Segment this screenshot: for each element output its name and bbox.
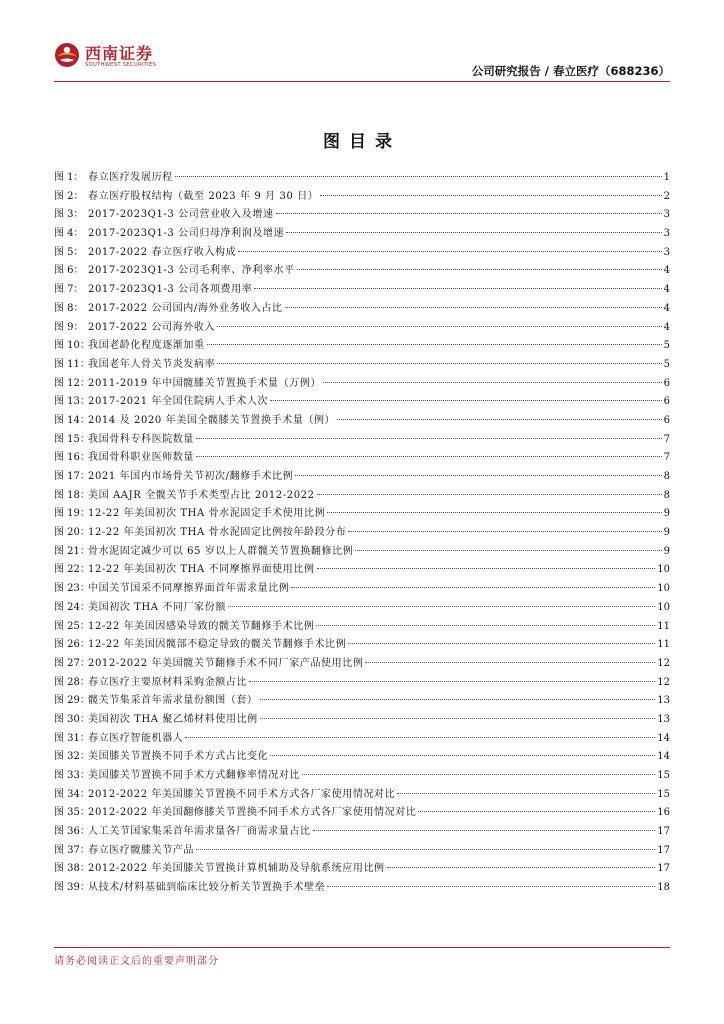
- toc-entry-page: 11: [657, 620, 670, 632]
- toc-entry-leader: [270, 755, 655, 756]
- toc-entry[interactable]: [54, 729, 670, 748]
- toc-entry-leader: [260, 718, 655, 719]
- toc-entry[interactable]: [54, 654, 670, 673]
- toc-entry-title: 美国膝关节置换不同手术方式占比变化: [88, 751, 269, 763]
- toc-entry-title: 2017-2023Q1-3 公司营业收入及增速: [88, 209, 274, 221]
- toc-entry-leader: [295, 475, 661, 476]
- footer-disclaimer: 请务必阅读正文后的重要声明部分: [54, 956, 219, 967]
- logo-name-en: SOUTHWEST SECURITIES: [85, 62, 157, 68]
- toc-entry-title: 春立医疗主要原材料采购金额占比: [88, 676, 247, 688]
- toc-entry-label: 图 6：: [54, 265, 84, 277]
- toc-entry-leader: [217, 326, 662, 327]
- toc-entry-leader: [327, 512, 661, 513]
- toc-entry-page: 15: [657, 788, 670, 800]
- toc-entry-leader: [185, 737, 655, 738]
- toc-entry-title: 2017-2021 年全国住院病人手术人次: [88, 396, 269, 408]
- toc-entry-label: 图 25：: [54, 620, 90, 632]
- toc-entry-title: 骨水泥固定减少可以 65 岁以上人群髋关节置换翻修比例: [88, 545, 354, 557]
- toc-entry-label: 图 38：: [54, 863, 90, 875]
- toc-entry[interactable]: [54, 318, 670, 337]
- toc-entry-label: 图 31：: [54, 732, 90, 744]
- toc-entry-label: 图 5：: [54, 246, 84, 258]
- toc-entry-title: 我国骨科职业医师数量: [88, 452, 194, 464]
- toc-entry[interactable]: [54, 261, 670, 280]
- toc-entry[interactable]: [54, 448, 670, 467]
- toc-entry-label: 图 33：: [54, 770, 90, 781]
- toc-entry-page: 17: [657, 844, 670, 856]
- toc-entry[interactable]: [54, 542, 670, 561]
- toc-entry-page: 6: [663, 396, 670, 408]
- toc-entry-label: 图 29：: [54, 695, 90, 707]
- toc-entry[interactable]: [54, 392, 670, 411]
- toc-entry-leader: [320, 195, 661, 196]
- toc-entry-page: 4: [663, 321, 670, 333]
- toc-entry[interactable]: [54, 224, 670, 243]
- toc-entry-page: 3: [663, 246, 670, 258]
- toc-entry-label: 图 19：: [54, 508, 90, 520]
- toc-entry-label: 图 14：: [54, 414, 90, 426]
- toc-entry-leader: [313, 830, 656, 831]
- toc-entry-leader: [327, 886, 655, 887]
- toc-entry[interactable]: [54, 187, 670, 206]
- toc-entry-leader: [196, 456, 662, 457]
- toc-title: 图目录: [323, 132, 401, 152]
- toc-entry-leader: [228, 606, 655, 607]
- toc-entry-page: 14: [657, 751, 670, 763]
- toc-entry-label: 图 36：: [54, 826, 90, 838]
- report-header-title: 公司研究报告 / 春立医疗（688236）: [471, 64, 670, 78]
- toc-entry-page: 9: [663, 545, 670, 557]
- toc-entry-leader: [316, 625, 655, 626]
- toc-entry-leader: [260, 699, 656, 700]
- toc-entry-page: 6: [663, 414, 670, 426]
- toc-entry-title: 2014 及 2020 年美国全髋膝关节置换手术量（例）: [88, 414, 336, 426]
- toc-entry-label: 图 22：: [54, 564, 90, 576]
- toc-entry-leader: [317, 494, 662, 495]
- toc-entry-leader: [286, 232, 661, 233]
- toc-entry[interactable]: [54, 168, 670, 187]
- toc-entry-title: 2017-2023Q1-3 公司各项费用率: [88, 284, 253, 296]
- toc-entry-leader: [317, 568, 656, 569]
- toc-entry[interactable]: [54, 710, 670, 729]
- toc-entry-title: 美国膝关节置换不同手术方式翻修率情况对比: [88, 770, 300, 781]
- toc-entry[interactable]: [54, 747, 670, 766]
- company-logo-icon: [54, 42, 80, 68]
- toc-entry-title: 2011-2019 年中国髋膝关节置换手术量（万例）: [88, 377, 322, 389]
- toc-entry-page: 13: [657, 695, 670, 707]
- toc-entry-leader: [291, 587, 655, 588]
- toc-entry[interactable]: [54, 374, 670, 393]
- toc-entry-label: 图 35：: [54, 807, 90, 819]
- toc-entry-title: 2017-2023Q1-3 公司归母净利润及增速: [88, 228, 285, 240]
- toc-entry[interactable]: [54, 523, 670, 542]
- toc-entry-title: 我国老龄化程度逐渐加重: [88, 340, 205, 352]
- toc-entry-label: 图 3：: [54, 209, 84, 221]
- toc-entry[interactable]: [54, 467, 670, 486]
- toc-entry[interactable]: [54, 355, 670, 374]
- toc-entry-title: 美国初次 THA 聚乙烯材料使用比例: [88, 713, 258, 725]
- toc-entry-title: 2017-2022 公司海外收入: [88, 321, 216, 333]
- toc-entry-title: 2017-2022 春立医疗收入构成: [88, 246, 237, 258]
- toc-entry[interactable]: [54, 411, 670, 430]
- toc-entry-page: 10: [657, 601, 670, 613]
- toc-entry-leader: [285, 307, 662, 308]
- toc-entry-title: 12-22 年美国因感染导致的髋关节翻修手术比例: [88, 620, 315, 632]
- toc-entry-leader: [323, 382, 662, 383]
- toc-entry-label: 图 18：: [54, 489, 90, 501]
- toc-entry-page: 8: [663, 471, 670, 482]
- toc-entry-page: 2: [663, 190, 670, 202]
- toc-entry[interactable]: [54, 430, 670, 449]
- toc-entry-page: 10: [657, 583, 670, 595]
- toc-entry-label: 图 27：: [54, 657, 90, 669]
- toc-entry-page: 7: [663, 452, 670, 464]
- toc-entry-label: 图 12：: [54, 377, 90, 389]
- toc-entry-leader: [348, 531, 661, 532]
- toc-entry[interactable]: [54, 280, 670, 299]
- toc-entry-page: 8: [663, 489, 670, 501]
- toc-entry-title: 春立医疗股权结构（截至 2023 年 9 月 30 日）: [88, 190, 319, 202]
- footer-divider: [54, 947, 670, 948]
- toc-entry-title: 春立医疗髋膝关节产品: [88, 844, 194, 856]
- company-logo: [54, 40, 174, 76]
- toc-entry-title: 2017-2023Q1-3 公司毛利率、净利率水平: [88, 265, 295, 277]
- toc-entry-label: 图 20：: [54, 527, 90, 539]
- toc-entry-label: 图 32：: [54, 751, 90, 763]
- toc-list: [54, 168, 670, 897]
- toc-entry-leader: [196, 849, 655, 850]
- toc-entry-title: 2017-2022 公司国内/海外业务收入占比: [88, 302, 283, 314]
- toc-entry-label: 图 26：: [54, 639, 90, 651]
- toc-entry[interactable]: [54, 878, 670, 897]
- toc-entry-leader: [337, 419, 661, 420]
- toc-entry[interactable]: [54, 243, 670, 262]
- toc-entry-title: 春立医疗发展历程: [88, 172, 173, 183]
- toc-entry[interactable]: [54, 635, 670, 654]
- toc-entry-label: 图 39：: [54, 882, 90, 894]
- toc-entry[interactable]: [54, 803, 670, 822]
- toc-entry[interactable]: [54, 336, 670, 355]
- toc-entry-page: 17: [657, 826, 670, 838]
- toc-entry-page: 16: [657, 807, 670, 819]
- toc-entry-page: 4: [663, 265, 670, 277]
- toc-entry-page: 14: [657, 732, 670, 744]
- toc-entry-title: 美国 AAJR 全髋关节手术类型占比 2012-2022: [88, 489, 315, 501]
- toc-entry-title: 我国骨科专科医院数量: [88, 433, 194, 445]
- toc-entry-title: 从技术/材料基础到临床比较分析关节置换手术壁垒: [88, 882, 326, 894]
- toc-entry-title: 12-22 年美国因髋部不稳定导致的髋关节翻修手术比例: [88, 639, 347, 651]
- toc-entry[interactable]: [54, 822, 670, 841]
- toc-entry-page: 15: [657, 770, 670, 781]
- toc-entry-leader: [196, 438, 662, 439]
- toc-entry-leader: [348, 643, 655, 644]
- toc-entry[interactable]: [54, 560, 670, 579]
- toc-entry[interactable]: [54, 673, 670, 692]
- toc-entry-title: 中国关节国采不同摩擦界面首年需求量比例: [88, 583, 290, 595]
- toc-entry-leader: [297, 269, 662, 270]
- toc-entry-leader: [217, 363, 661, 364]
- toc-entry[interactable]: [54, 486, 670, 505]
- toc-entry-page: 18: [657, 882, 670, 894]
- toc-entry-label: 图 10：: [54, 340, 90, 352]
- toc-entry-leader: [175, 176, 662, 177]
- toc-entry-label: 图 9：: [54, 321, 84, 333]
- toc-entry-page: 6: [663, 377, 670, 389]
- toc-entry-page: 13: [657, 713, 670, 725]
- toc-entry-page: 9: [663, 527, 670, 539]
- toc-entry-page: 3: [663, 209, 670, 221]
- toc-entry-label: 图 17：: [54, 471, 90, 482]
- toc-entry-leader: [387, 867, 656, 868]
- toc-entry[interactable]: [54, 859, 670, 878]
- toc-entry-page: 11: [657, 639, 670, 651]
- toc-entry-leader: [397, 793, 655, 794]
- toc-entry-leader: [238, 251, 661, 252]
- header-divider: [54, 81, 670, 82]
- toc-entry-leader: [276, 213, 662, 214]
- toc-entry-leader: [418, 811, 655, 812]
- toc-entry-page: 12: [657, 676, 670, 688]
- toc-entry-title: 我国老年人骨关节炎发病率: [88, 358, 216, 370]
- toc-entry-label: 图 34：: [54, 788, 90, 800]
- toc-entry-page: 5: [663, 340, 670, 352]
- toc-entry-title: 2012-2022 年美国膝关节置换不同手术方式各厂家使用情况对比: [88, 788, 396, 800]
- toc-entry-title: 髋关节集采首年需求量份额图（套）: [88, 695, 258, 707]
- toc-entry[interactable]: [54, 504, 670, 523]
- toc-entry-label: 图 28：: [54, 676, 90, 688]
- toc-entry-page: 7: [663, 433, 670, 445]
- toc-entry-page: 5: [663, 358, 670, 370]
- toc-entry-title: 春立医疗智能机器人: [88, 732, 184, 744]
- toc-entry-page: 3: [663, 228, 670, 240]
- toc-entry-title: 人工关节国家集采首年需求量各厂商需求量占比: [88, 826, 311, 838]
- toc-entry[interactable]: [54, 691, 670, 710]
- toc-entry-leader: [365, 662, 655, 663]
- toc-entry[interactable]: [54, 785, 670, 804]
- toc-entry-label: 图 24：: [54, 601, 90, 613]
- toc-entry-leader: [270, 400, 662, 401]
- toc-entry-label: 图 2：: [54, 190, 84, 202]
- toc-entry-page: 4: [663, 302, 670, 314]
- toc-entry-title: 2012-2022 年美国髋关节翻修手术不同厂家产品使用比例: [88, 657, 364, 669]
- toc-entry-label: 图 30：: [54, 713, 90, 725]
- toc-entry-page: 17: [657, 863, 670, 875]
- toc-entry-label: 图 16：: [54, 452, 90, 464]
- toc-entry-label: 图 15：: [54, 433, 90, 445]
- toc-entry-label: 图 11：: [54, 358, 90, 370]
- toc-entry-leader: [302, 774, 655, 775]
- toc-entry-leader: [207, 344, 662, 345]
- toc-entry-leader: [249, 681, 655, 682]
- toc-entry-label: 图 8：: [54, 302, 84, 314]
- toc-entry[interactable]: [54, 205, 670, 224]
- toc-entry-label: 图 23：: [54, 583, 90, 595]
- toc-entry[interactable]: [54, 598, 670, 617]
- toc-entry-page: 12: [657, 657, 670, 669]
- toc-entry-page: 4: [663, 284, 670, 296]
- toc-entry-title: 2021 年国内市场骨关节初次/翻修手术比例: [88, 471, 294, 482]
- toc-entry-label: 图 21：: [54, 545, 90, 557]
- toc-entry-label: 图 13：: [54, 396, 90, 408]
- toc-entry-title: 12-22 年美国初次 THA 骨水泥固定比例按年龄段分布: [88, 527, 347, 539]
- toc-entry[interactable]: [54, 579, 670, 598]
- toc-entry-page: 10: [657, 564, 670, 576]
- toc-entry-title: 12-22 年美国初次 THA 骨水泥固定手术使用比例: [88, 508, 326, 520]
- logo-name-cn: 西南证券: [85, 44, 154, 63]
- toc-entry-leader: [254, 288, 661, 289]
- toc-entry[interactable]: [54, 617, 670, 636]
- toc-entry-label: 图 1：: [54, 172, 84, 183]
- toc-entry[interactable]: [54, 766, 670, 785]
- toc-entry-title: 12-22 年美国初次 THA 不同摩擦界面使用比例: [88, 564, 315, 576]
- toc-entry-title: 美国初次 THA 不同厂家份额: [88, 601, 226, 613]
- toc-entry-label: 图 4：: [54, 228, 84, 240]
- toc-entry-title: 2012-2022 年美国翻修膝关节置换不同手术方式各厂家使用情况对比: [88, 807, 417, 819]
- toc-entry-leader: [355, 550, 661, 551]
- toc-entry[interactable]: [54, 841, 670, 860]
- toc-entry-label: 图 7：: [54, 284, 84, 296]
- toc-entry-page: 1: [663, 172, 670, 183]
- toc-entry[interactable]: [54, 299, 670, 318]
- toc-entry-page: 9: [663, 508, 670, 520]
- toc-entry-label: 图 37：: [54, 844, 90, 856]
- toc-entry-title: 2012-2022 年美国膝关节置换计算机辅助及导航系统应用比例: [88, 863, 385, 875]
